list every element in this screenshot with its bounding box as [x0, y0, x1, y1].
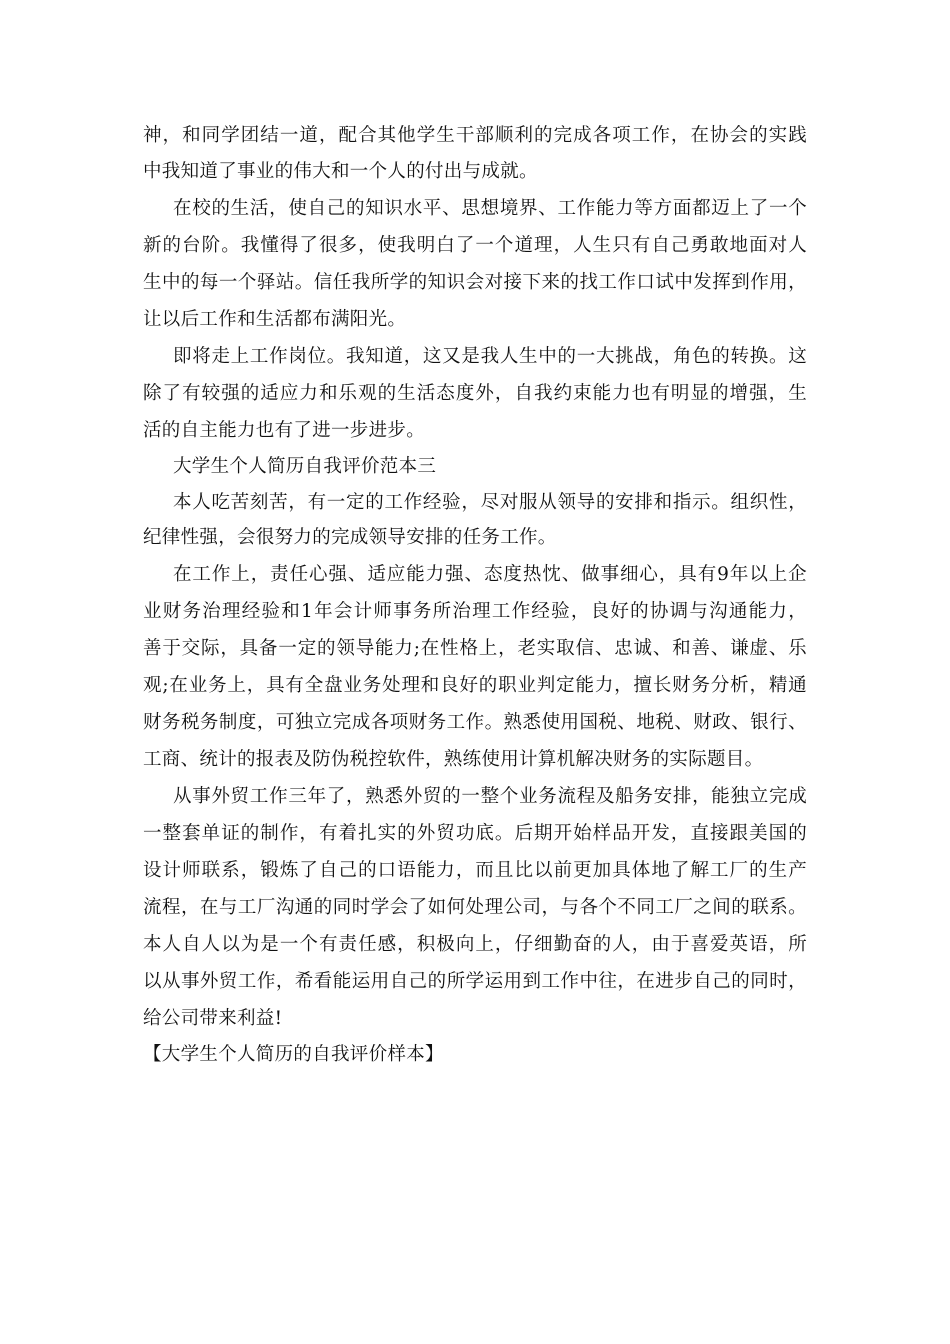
body-text-line: 本人自人以为是一个有责任感，积极向上，仔细勤奋的人，由于喜爱英语，所	[143, 934, 807, 955]
body-text-line: 除了有较强的适应力和乐观的生活态度外，自我约束能力也有明显的增强，生	[143, 383, 807, 404]
body-text-line: 设计师联系，锻炼了自己的口语能力，而且比以前更加具体地了解工厂的生产	[143, 860, 807, 881]
body-text-line: 给公司带来利益!	[143, 1008, 283, 1029]
paragraph-first-line: 从事外贸工作三年了，熟悉外贸的一整个业务流程及船务安排，能独立完成	[173, 786, 807, 807]
body-text-line: 财务税务制度，可独立完成各项财务工作。熟悉使用国税、地税、财政、银行、	[143, 712, 807, 733]
body-text-line: 让以后工作和生活都布满阳光。	[143, 309, 407, 330]
body-text-line: 生中的每一个驿站。信任我所学的知识会对接下来的找工作口试中发挥到作用，	[143, 272, 807, 293]
paragraph-first-line: 即将走上工作岗位。我知道，这又是我人生中的一大挑战，角色的转换。这	[173, 346, 807, 367]
body-text-line: 一整套单证的制作，有着扎实的外贸功底。后期开始样品开发，直接跟美国的	[143, 823, 807, 844]
body-text-line: 观;在业务上，具有全盘业务处理和良好的职业判定能力，擅长财务分析，精通	[143, 675, 807, 696]
paragraph-first-line: 在校的生活，使自己的知识水平、思想境界、工作能力等方面都迈上了一个	[173, 198, 807, 219]
body-text-line: 新的台阶。我懂得了很多，使我明白了一个道理，人生只有自己勇敢地面对人	[143, 235, 807, 256]
section-title: 【大学生个人简历的自我评价样本】	[143, 1044, 444, 1065]
section-heading: 大学生个人简历自我评价范本三	[173, 456, 437, 477]
body-text-line: 神，和同学团结一道，配合其他学生干部顺利的完成各项工作，在协会的实践	[143, 125, 807, 146]
body-text-line: 中我知道了事业的伟大和一个人的付出与成就。	[143, 161, 538, 182]
body-text-line: 业财务治理经验和1年会计师事务所治理工作经验，良好的协调与沟通能力，	[143, 601, 807, 622]
paragraph-first-line: 本人吃苦刻苦，有一定的工作经验，尽对服从领导的安排和指示。组织性，	[173, 492, 807, 513]
body-text-line: 工商、统计的报表及防伪税控软件，熟练使用计算机解决财务的实际题目。	[143, 749, 764, 770]
paragraph-first-line: 在工作上，责任心强、适应能力强、态度热忱、做事细心，具有9年以上企	[173, 564, 807, 585]
body-text-line: 善于交际，具备一定的领导能力;在性格上，老实取信、忠诚、和善、谦虚、乐	[143, 638, 807, 659]
body-text-line: 以从事外贸工作，希看能运用自己的所学运用到工作中往，在进步自己的同时，	[143, 971, 807, 992]
body-text-line: 纪律性强，会很努力的完成领导安排的任务工作。	[143, 527, 557, 548]
body-text-line: 流程，在与工厂沟通的同时学会了如何处理公司，与各个不同工厂之间的联系。	[143, 897, 807, 918]
body-text-line: 活的自主能力也有了进一步进步。	[143, 420, 426, 441]
